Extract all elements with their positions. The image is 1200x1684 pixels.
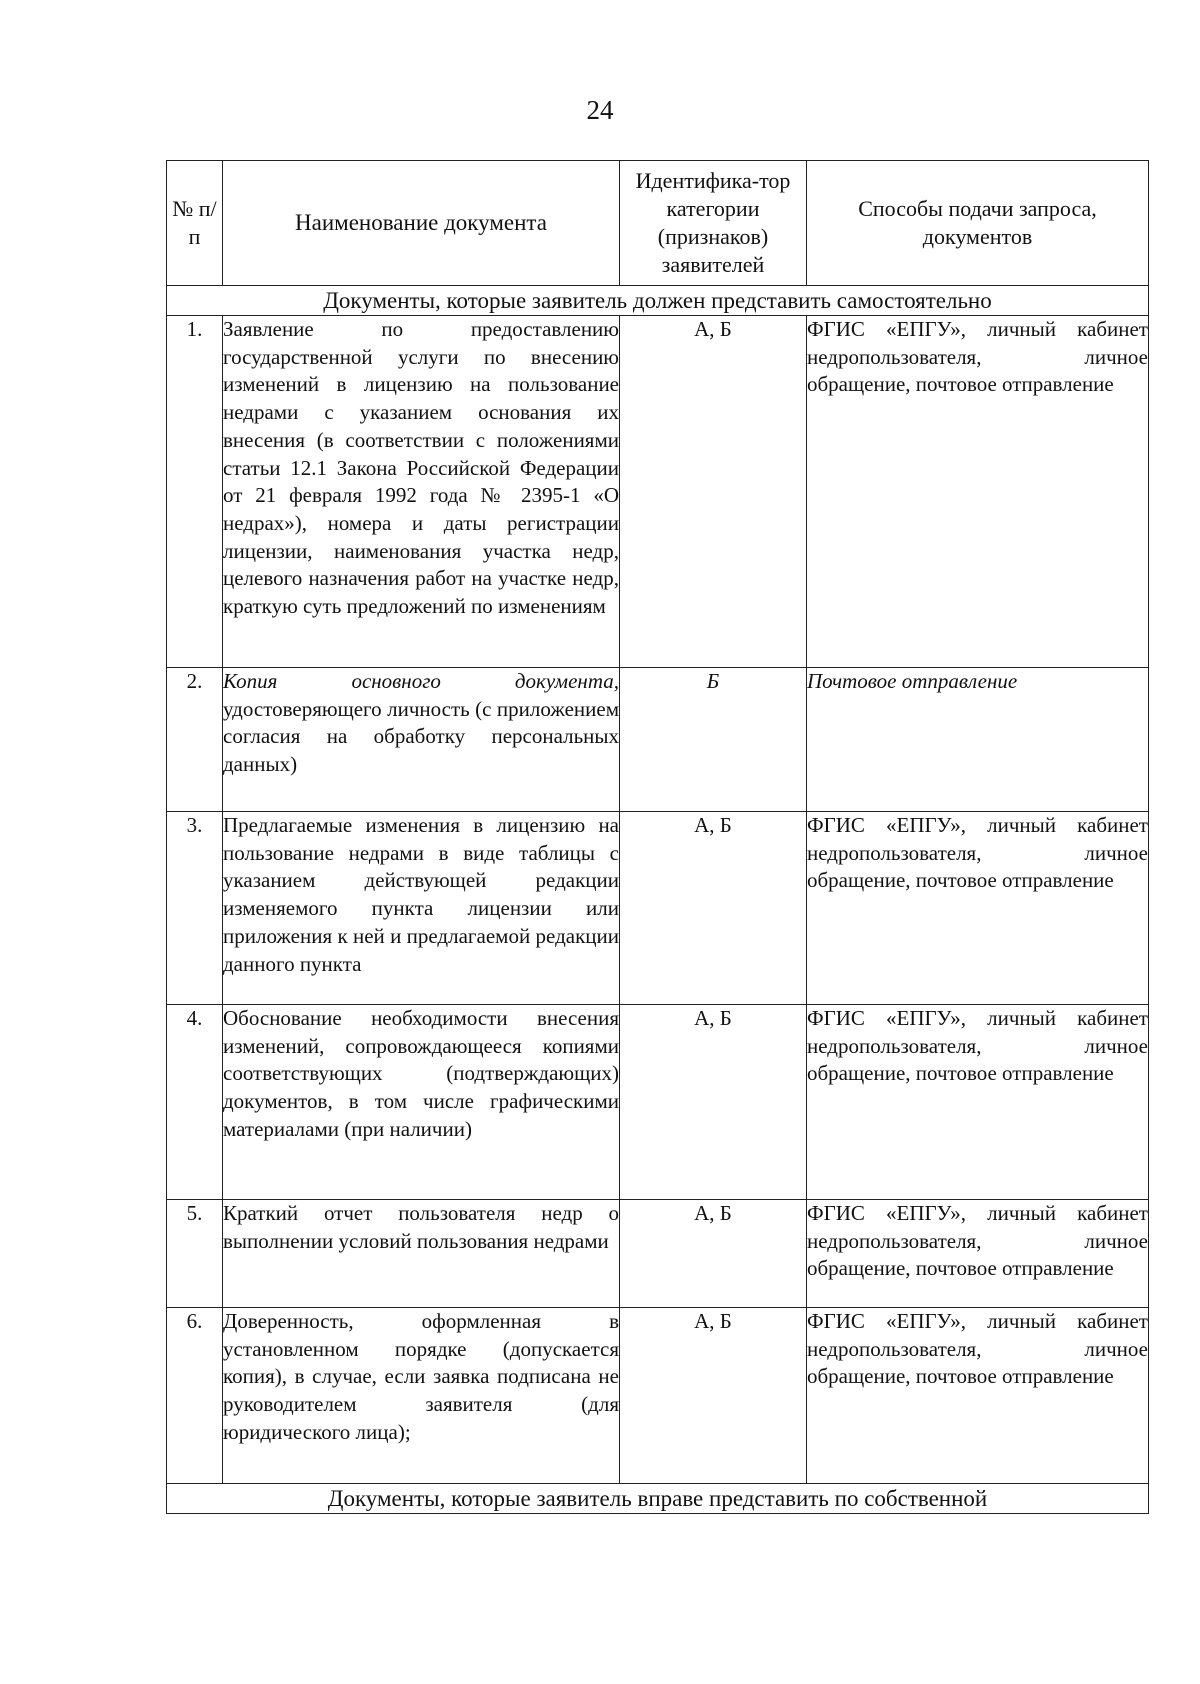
row-number: 1. [167, 316, 223, 668]
submission-ways: ФГИС «ЕПГУ», личный кабинет недропользователя, личное обращение, почтовое отправление [807, 1308, 1149, 1484]
row-number: 5. [167, 1200, 223, 1308]
document-name-rest: удостоверяющего личность (с приложением согласия на обработку персональных данных) [223, 696, 619, 777]
submission-ways: Почтовое отправление [807, 668, 1149, 812]
table-row [167, 1200, 1149, 1308]
row-number: 4. [167, 1005, 223, 1200]
header-applicant-identifier: Идентифика-тор категории (признаков) заявителей [620, 161, 807, 286]
applicant-category: А, Б [620, 1200, 807, 1308]
header-submission-ways: Способы подачи запроса, документов [807, 161, 1149, 286]
section-row-optional-documents [167, 1484, 1149, 1514]
section-heading: Документы, которые заявитель вправе представить по собственной [167, 1484, 1149, 1514]
document-name [223, 668, 620, 812]
section-heading: Документы, которые заявитель должен представить самостоятельно [167, 286, 1149, 316]
applicant-category: А, Б [620, 812, 807, 1005]
table-row [167, 1308, 1149, 1484]
document-name: Заявление по предоставлению государственной услуги по внесению изменений в лицензию на пользование недрами с указанием основания их внесения (в соответствии с положениями статьи 12.1 Закона Российской Федерации от 21 февраля 1992 года № 2395-1 «О недрах»), номера и даты регистрации лицензии, наименования участка недр, целевого назначения работ на участке недр, краткую суть предложений по изменениям [223, 316, 620, 668]
table-header-row [167, 161, 1149, 286]
header-document-name: Наименование документа [223, 161, 620, 286]
document-name: Краткий отчет пользователя недр о выполнении условий пользования недрами [223, 1200, 620, 1308]
document-name: Предлагаемые изменения в лицензию на пользование недрами в виде таблицы с указанием действующей редакции изменяемого пункта лицензии или приложения к ней и предлагаемой редакции данного пункта [223, 812, 620, 1005]
row-number: 3. [167, 812, 223, 1005]
applicant-category: А, Б [620, 1005, 807, 1200]
table-row [167, 812, 1149, 1005]
documents-table [166, 160, 1149, 1514]
applicant-category: Б [620, 668, 807, 812]
row-number: 6. [167, 1308, 223, 1484]
document-name: Доверенность, оформленная в установленном порядке (допускается копия), в случае, если заявка подписана не руководителем заявителя (для юридического лица); [223, 1308, 620, 1484]
table-row [167, 668, 1149, 812]
submission-ways: ФГИС «ЕПГУ», личный кабинет недропользователя, личное обращение, почтовое отправление [807, 316, 1149, 668]
applicant-category: А, Б [620, 1308, 807, 1484]
table-row [167, 1005, 1149, 1200]
submission-ways: ФГИС «ЕПГУ», личный кабинет недропользователя, личное обращение, почтовое отправление [807, 1200, 1149, 1308]
submission-ways: ФГИС «ЕПГУ», личный кабинет недропользователя, личное обращение, почтовое отправление [807, 812, 1149, 1005]
page-number: 24 [586, 95, 614, 125]
submission-ways: ФГИС «ЕПГУ», личный кабинет недропользователя, личное обращение, почтовое отправление [807, 1005, 1149, 1200]
document-name: Обоснование необходимости внесения изменений, сопровождающееся копиями соответствующих (подтверждающих) документов, в том числе графическими материалами (при наличии) [223, 1005, 620, 1200]
section-row-own-documents [167, 286, 1149, 316]
table-row [167, 316, 1149, 668]
header-num: № п/п [167, 161, 223, 286]
row-number: 2. [167, 668, 223, 812]
applicant-category: А, Б [620, 316, 807, 668]
document-name-italic: Копия основного документа, [223, 669, 619, 693]
